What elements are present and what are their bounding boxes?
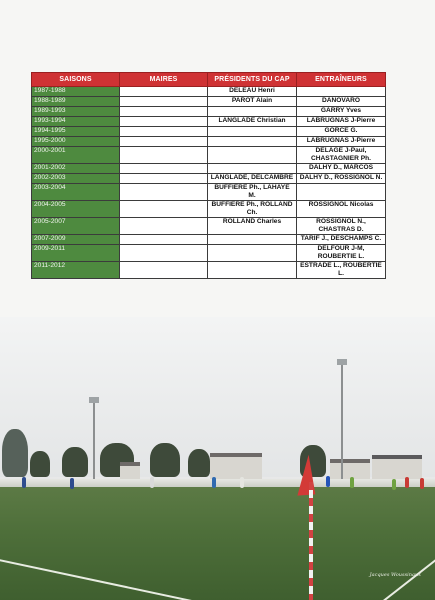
maire-cell <box>120 137 208 147</box>
player <box>420 478 424 489</box>
season-cell: 2007-2009 <box>32 235 120 245</box>
maire-cell <box>120 184 208 201</box>
light-pole-lamp <box>337 359 347 365</box>
table-row <box>32 137 386 147</box>
season-cell: 1993-1994 <box>32 117 120 127</box>
house <box>210 453 262 481</box>
maire-cell <box>120 164 208 174</box>
table-row <box>32 235 386 245</box>
season-cell: 2004-2005 <box>32 201 120 218</box>
season-cell: 1994-1995 <box>32 127 120 137</box>
tree <box>188 449 210 477</box>
tree <box>2 429 28 477</box>
player <box>392 479 396 490</box>
table-row <box>32 127 386 137</box>
president-cell <box>208 245 297 262</box>
light-pole <box>93 399 95 479</box>
season-cell: 1988-1989 <box>32 97 120 107</box>
table-header-row <box>32 73 386 87</box>
season-cell: 2005-2007 <box>32 218 120 235</box>
president-cell: PAROT Alain <box>208 97 297 107</box>
table-row <box>32 164 386 174</box>
president-cell: ROLLAND Charles <box>208 218 297 235</box>
president-cell <box>208 262 297 279</box>
entraineur-cell: DALHY D., MARCOS <box>297 164 386 174</box>
entraineur-cell: GARRY Yves <box>297 107 386 117</box>
player <box>326 476 330 487</box>
president-cell <box>208 164 297 174</box>
maire-cell <box>120 117 208 127</box>
table-row <box>32 218 386 235</box>
maire-cell <box>120 235 208 245</box>
entraineur-cell: ROSSIGNOL Nicolas <box>297 201 386 218</box>
player <box>150 477 154 488</box>
president-cell <box>208 137 297 147</box>
president-cell: LANGLADE, DELCAMBRE <box>208 174 297 184</box>
player <box>350 477 354 488</box>
maire-cell <box>120 127 208 137</box>
table-row <box>32 201 386 218</box>
president-cell <box>208 127 297 137</box>
header-saisons: SAISONS <box>32 73 120 87</box>
maire-cell <box>120 262 208 279</box>
table-row <box>32 184 386 201</box>
president-cell <box>208 235 297 245</box>
table-body <box>32 87 386 279</box>
tree <box>62 447 88 477</box>
house <box>372 455 422 481</box>
entraineur-cell <box>297 184 386 201</box>
season-cell: 1987-1988 <box>32 87 120 97</box>
maire-cell <box>120 245 208 262</box>
player <box>22 477 26 488</box>
tree <box>150 443 180 477</box>
maire-cell <box>120 218 208 235</box>
president-cell: LANGLADE Christian <box>208 117 297 127</box>
grass-field <box>0 487 435 600</box>
maire-cell <box>120 87 208 97</box>
entraineur-cell: LABRUGNAS J-Pierre <box>297 137 386 147</box>
history-table <box>31 72 386 279</box>
entraineur-cell: DELAGE J-Paul, CHASTAGNIER Ph. <box>297 147 386 164</box>
table-row <box>32 87 386 97</box>
entraineur-cell: DALHY D., ROSSIGNOL N. <box>297 174 386 184</box>
header-entraineurs: ENTRAÎNEURS <box>297 73 386 87</box>
tree <box>30 451 50 477</box>
table-row <box>32 117 386 127</box>
table-row <box>32 245 386 262</box>
player <box>405 477 409 488</box>
photo-credit: Jacques Woussinaux <box>369 572 421 578</box>
entraineur-cell: ESTRADE L., ROUBERTIE L. <box>297 262 386 279</box>
season-cell: 2003-2004 <box>32 184 120 201</box>
table-row <box>32 107 386 117</box>
president-cell: BUFFIERE Ph., LAHAYE M. <box>208 184 297 201</box>
season-cell: 2011-2012 <box>32 262 120 279</box>
season-cell: 1989-1993 <box>32 107 120 117</box>
president-cell: DELEAU Henri <box>208 87 297 97</box>
season-cell: 2001-2002 <box>32 164 120 174</box>
entraineur-cell: ROSSIGNOL N., CHASTRAS D. <box>297 218 386 235</box>
player <box>70 478 74 489</box>
president-cell: BUFFIERE Ph., ROLLAND Ch. <box>208 201 297 218</box>
entraineur-cell: DELFOUR J-M, ROUBERTIE L. <box>297 245 386 262</box>
header-maires: MAIRES <box>120 73 208 87</box>
table-row <box>32 147 386 164</box>
maire-cell <box>120 97 208 107</box>
maire-cell <box>120 174 208 184</box>
season-cell: 1995-2000 <box>32 137 120 147</box>
season-cell: 2000-2001 <box>32 147 120 164</box>
entraineur-cell: LABRUGNAS J-Pierre <box>297 117 386 127</box>
president-cell <box>208 107 297 117</box>
table-row <box>32 97 386 107</box>
table-row <box>32 174 386 184</box>
header-presidents: PRÉSIDENTS DU CAP <box>208 73 297 87</box>
player <box>240 477 244 488</box>
entraineur-cell: GORCE G. <box>297 127 386 137</box>
entraineur-cell: TARIF J., DESCHAMPS C. <box>297 235 386 245</box>
season-cell: 2009-2011 <box>32 245 120 262</box>
rugby-field-photo <box>0 317 435 600</box>
light-pole-lamp <box>89 397 99 403</box>
maire-cell <box>120 201 208 218</box>
entraineur-cell <box>297 87 386 97</box>
maire-cell <box>120 147 208 164</box>
light-pole <box>341 361 343 481</box>
season-cell: 2002-2003 <box>32 174 120 184</box>
president-cell <box>208 147 297 164</box>
corner-flag-pole <box>309 482 313 600</box>
maire-cell <box>120 107 208 117</box>
player <box>212 477 216 488</box>
entraineur-cell: DANOVARO <box>297 97 386 107</box>
table-row <box>32 262 386 279</box>
